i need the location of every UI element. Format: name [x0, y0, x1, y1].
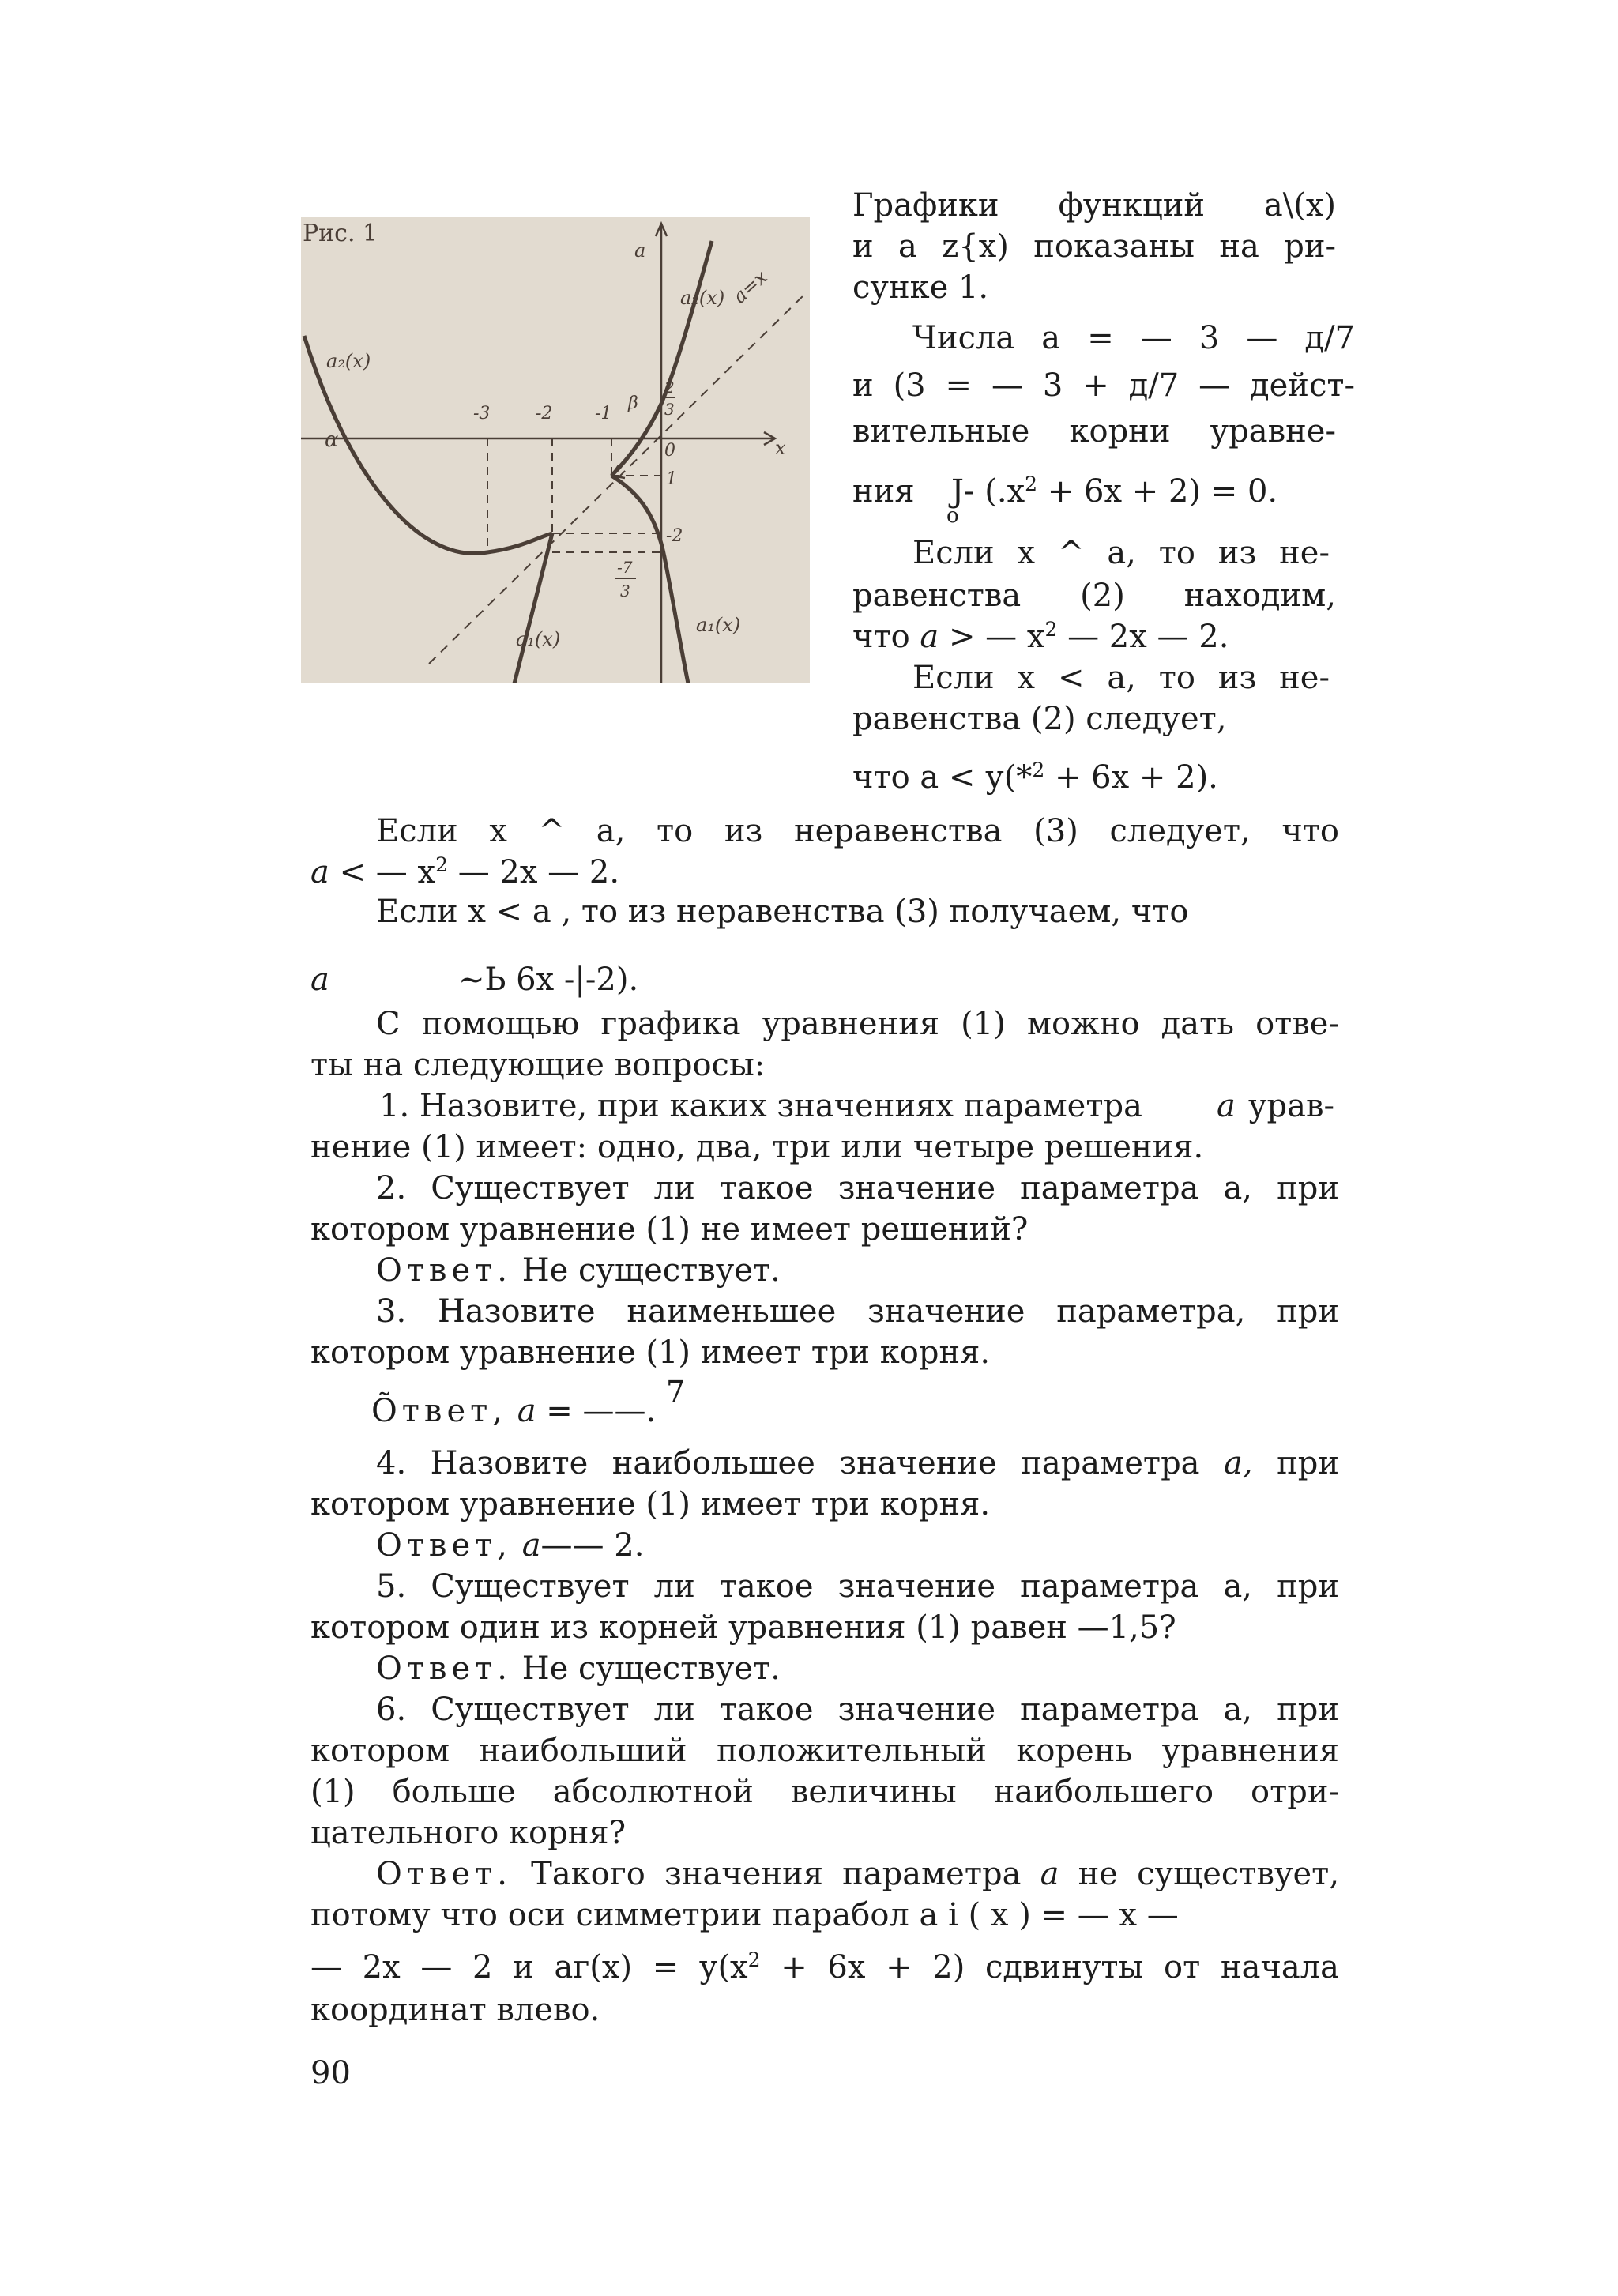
- a4-answer: Ответ, a—— 2.: [376, 1527, 645, 1564]
- curve-label-a2-left: a₂(x): [326, 350, 371, 372]
- body-p1-line-1: Если x ^ а, то из неравенства (3) следует, что: [376, 813, 1339, 849]
- a6-line-4: координат влево.: [310, 1992, 600, 2028]
- rc-line-3: сунке 1.: [852, 269, 989, 306]
- a3-numerator: 7: [666, 1375, 686, 1410]
- x-axis-label: x: [775, 437, 786, 459]
- a5-answer: Ответ. Не существует.: [376, 1650, 781, 1687]
- rc-line-1: Графики функций a\(x): [852, 187, 1336, 224]
- q3-line-1: 3. Назовите наименьшее значение параметра, при: [376, 1293, 1339, 1330]
- q6-line-2: котором наибольший положительный корень уравнения: [310, 1733, 1339, 1769]
- q1-line-1-b: a: [1217, 1088, 1236, 1124]
- body-p4-line-1: С помощью графика уравнения (1) можно дать отве-: [376, 1006, 1339, 1042]
- a6-line-3: — 2x — 2 и $аг(х) = у(х^2 + 6x + 2)$ сдвинуты от начала: [310, 1948, 1339, 1985]
- diagonal-label: a=x: [728, 265, 772, 308]
- tick-two-thirds-num: 2: [664, 378, 675, 397]
- tick-minus-seven-thirds-num: -7: [617, 558, 633, 577]
- q5-line-1: 5. Существует ли такое значение параметра а, при: [376, 1568, 1339, 1605]
- q4-line-1: 4. Назовите наибольшее значение параметра a, при: [376, 1445, 1339, 1481]
- tick-minus-seven-thirds-den: 3: [620, 582, 630, 600]
- rc-line-7-formula: J- $(.x^2 + 6x + 2) = 0$.: [951, 472, 1278, 510]
- a3-answer: Õтвет, a = ——.: [371, 1393, 657, 1429]
- q3-line-2: котором уравнение (1) имеет три корня.: [310, 1334, 991, 1371]
- rc-line-9: равенства (2) находим,: [852, 578, 1336, 614]
- tick-origin: 0: [664, 441, 675, 461]
- q1-line-2: нение (1) имеет: одно, два, три или четыре решения.: [310, 1129, 1204, 1165]
- q6-line-1: 6. Существует ли такое значение параметра а, при: [376, 1692, 1339, 1728]
- q5-line-2: котором один из корней уравнения (1) равен —1,5?: [310, 1609, 1176, 1646]
- tangent-arrow-icon: [611, 465, 625, 478]
- rc-line-11: Если x < а, то из не-: [912, 660, 1330, 696]
- rc-line-6: вительные корни уравне-: [852, 413, 1336, 450]
- body-p1-line-2: a < — $x^2$ — 2x — 2.: [310, 853, 620, 890]
- rc-line-2: и a z{x) показаны на ри-: [852, 228, 1336, 265]
- curve-label-a1-left: a₁(x): [516, 628, 561, 650]
- curve-a1-left: [514, 533, 552, 683]
- a2-answer: Ответ. Не существует.: [376, 1252, 781, 1289]
- rc-line-7-under: о: [946, 504, 959, 528]
- curve-a1-right: [611, 476, 688, 683]
- curve-label-a2-right: a₂(x): [680, 287, 725, 309]
- tick-minus-3: -3: [473, 404, 491, 423]
- rc-line-10: что a > — $x^2$ — 2x — 2.: [852, 618, 1229, 655]
- q1-line-1-c: урав-: [1248, 1088, 1335, 1124]
- tick-minus-two: -2: [666, 526, 683, 546]
- q4-line-2: котором уравнение (1) имеет три корня.: [310, 1486, 991, 1523]
- rc-line-13: что а < у(*$^2$ + 6x + 2).: [852, 758, 1218, 796]
- q1-line-1-a: 1. Назовите, при каких значениях параметра: [379, 1088, 1142, 1124]
- alpha-label: α: [325, 428, 339, 452]
- body-p3-var: a: [310, 962, 329, 998]
- rc-line-7-word: ния: [852, 473, 915, 510]
- body-p2: Если x < а , то из неравенства (3) получаем, что: [376, 894, 1189, 930]
- a6-line-2: потому что оси симметрии парабол a i ( x ) = — x —: [310, 1897, 1179, 1933]
- body-p3-expr: ~Ь 6x -|-2).: [458, 962, 639, 998]
- tick-two-thirds-den: 3: [664, 400, 675, 419]
- body-p4-line-2: ты на следующие вопросы:: [310, 1047, 766, 1083]
- tick-minus-1: -1: [595, 404, 612, 423]
- q2-line-2: котором уравнение (1) не имеет решений?: [310, 1211, 1029, 1248]
- tick-one: 1: [666, 469, 677, 489]
- rc-line-5: и (3 = — 3 + д/7 — дейст-: [852, 367, 1355, 404]
- figure-graph: [301, 217, 810, 683]
- q6-line-4: цательного корня?: [310, 1815, 627, 1851]
- curve-label-a1-right: a₁(x): [696, 614, 741, 636]
- rc-line-12: равенства (2) следует,: [852, 701, 1227, 737]
- y-axis-label: a: [634, 239, 646, 262]
- tick-minus-2: -2: [536, 404, 553, 423]
- rc-line-4: Числа а = — 3 — д/7: [912, 320, 1355, 356]
- rc-line-8: Если x ^ а, то из не-: [912, 535, 1330, 571]
- beta-label: β: [628, 393, 638, 413]
- q6-line-3: (1) больше абсолютной величины наибольшего отри-: [310, 1774, 1339, 1810]
- figure-1: [301, 217, 810, 683]
- a6-line-1: Ответ. Такого значения параметра a не существует,: [376, 1856, 1340, 1892]
- q2-line-1: 2. Существует ли такое значение параметра а, при: [376, 1170, 1339, 1206]
- figure-caption: Рис. 1: [303, 220, 378, 247]
- page-number: 90: [310, 2055, 351, 2091]
